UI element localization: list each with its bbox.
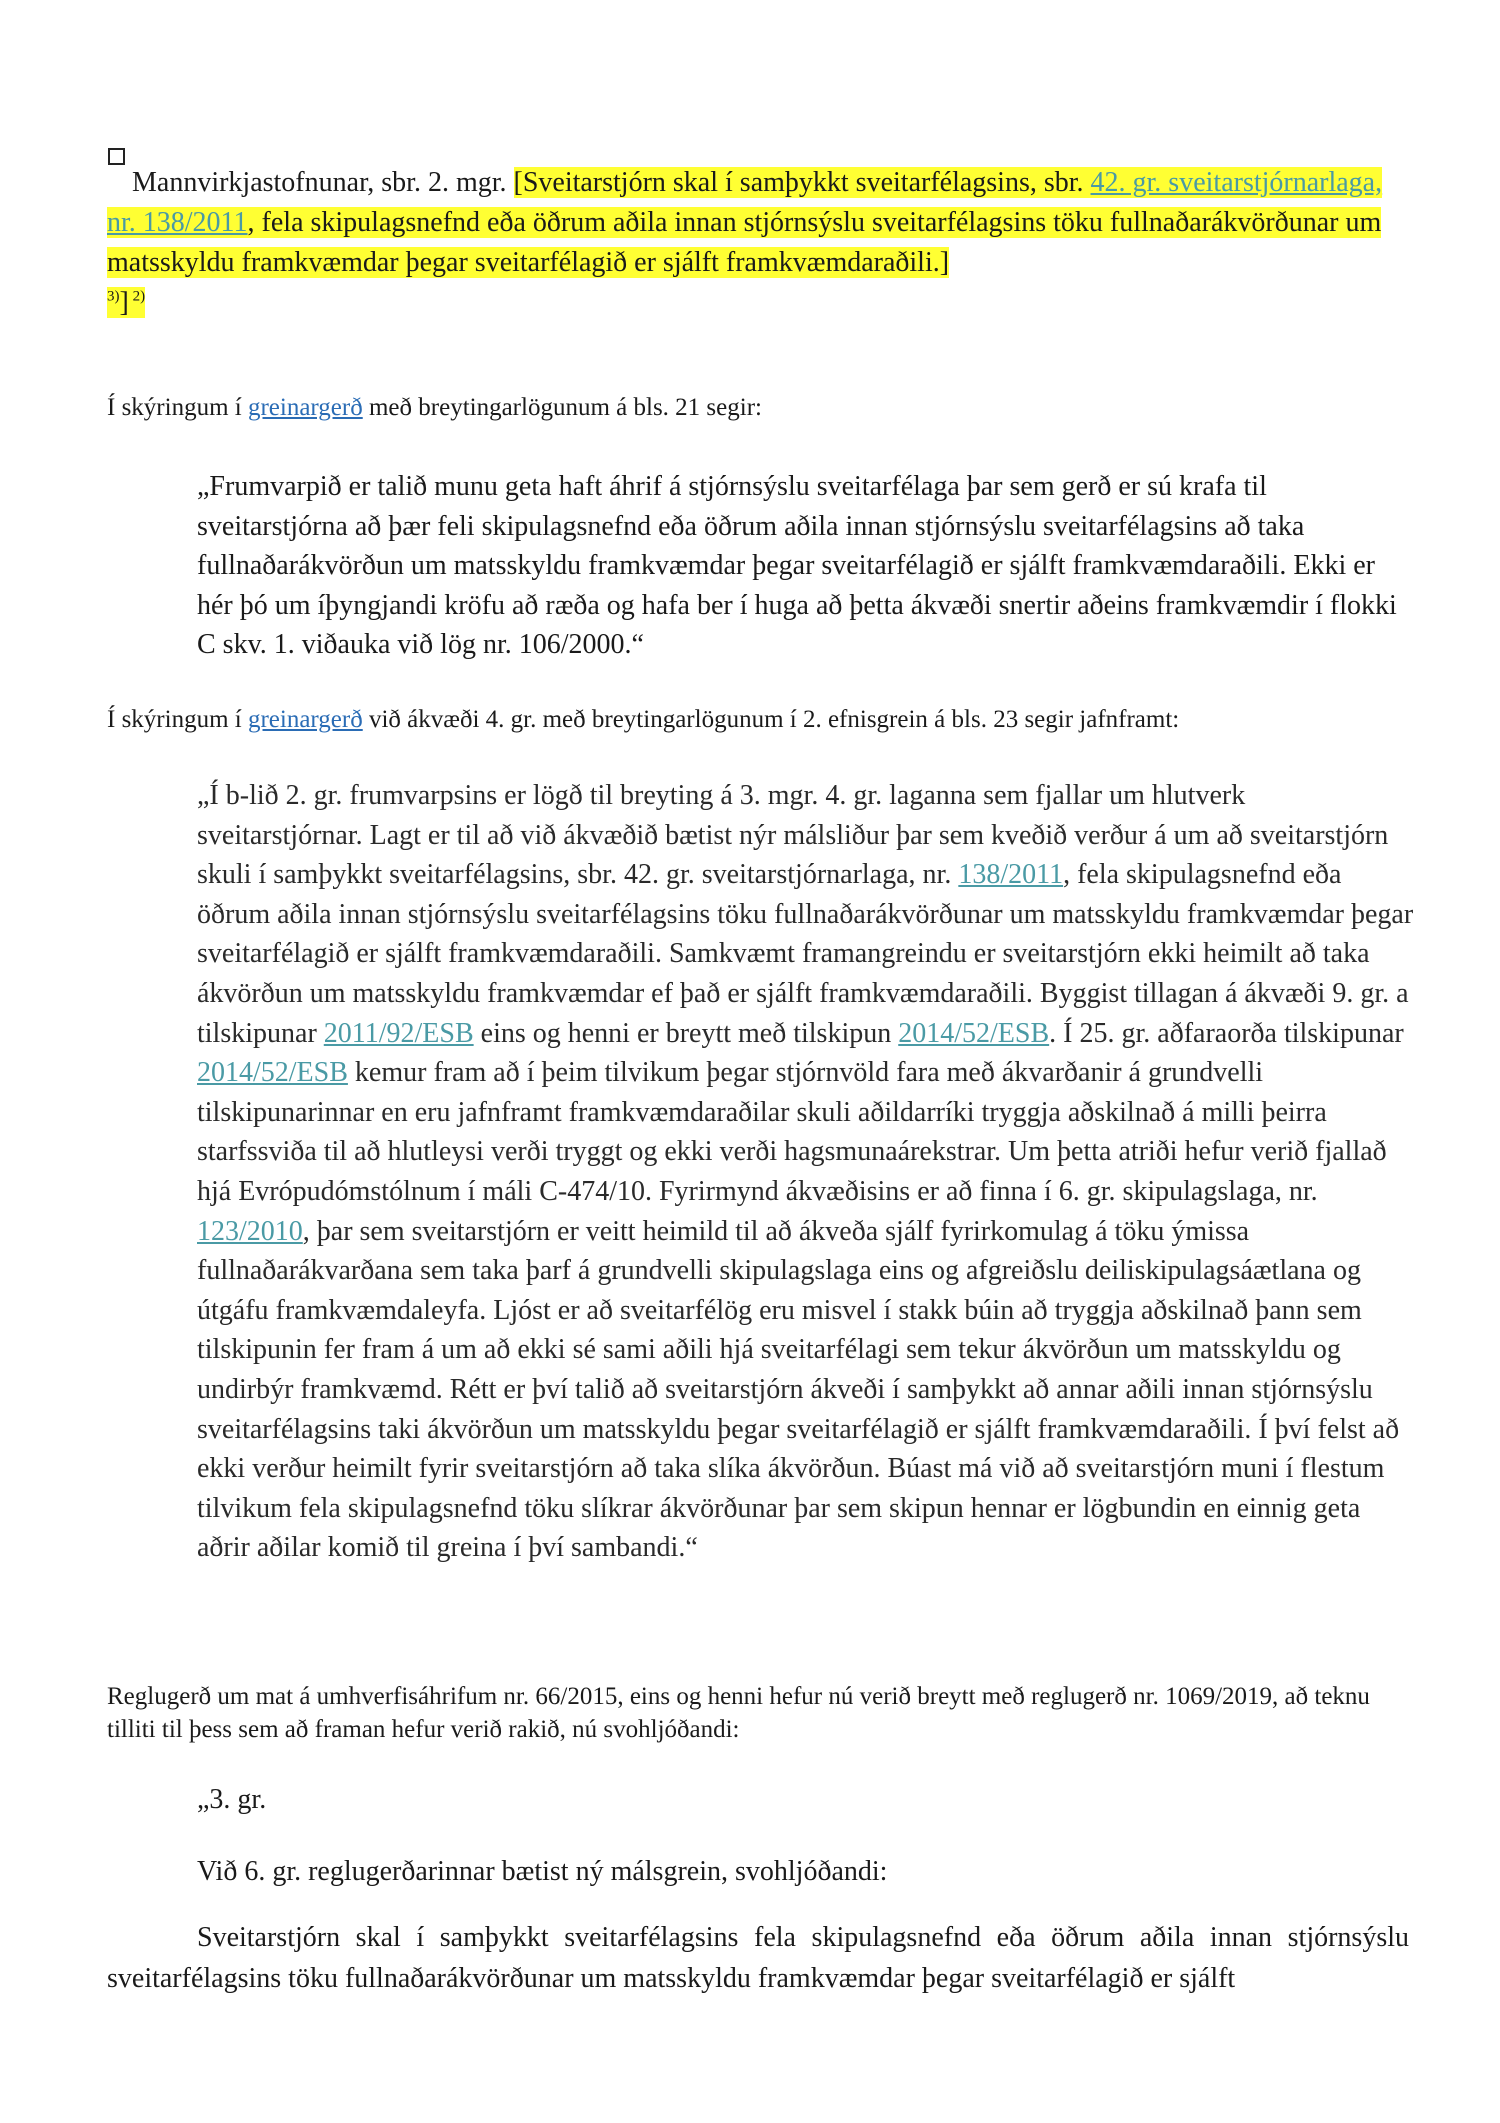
highlight-part-a: [Sveitarstjórn skal í samþykkt sveitarfélagsins, sbr.: [513, 167, 1091, 198]
amended-law-text: [107, 163, 1417, 323]
law-link-138-2011[interactable]: 138/2011: [958, 859, 1064, 891]
quote-2-part-2: , fela skipulagsnefnd eða öðrum aðila innan stjórnsýslu sveitarfélagsins töku fullnaðarákvörðunar um matsskyldu framkvæmdar þegar sveitarfélagið er sjálft framkvæmdaraðili. Samkvæmt framangreindu er sveitarstjórn ekki heimilt að taka ákvörðun um matsskyldu framkvæmdar ef það er sjálft framkvæmdaraðili. Byggist tillagan á ákvæði 9. gr. a tilskipunar: [197, 859, 1414, 1049]
intro1-after: með breytingarlögunum á bls. 21 segir:: [362, 394, 762, 421]
quote-1-text: „Frumvarpið er talið munu geta haft áhrif á stjórnsýslu sveitarfélaga þar sem gerð er sú krafa til sveitarstjórna að þær feli skipulagsnefnd eða öðrum aðila innan stjórnsýslu sveitarfélagsins að taka fullnaðarákvörðun um matsskyldu framkvæmdar þegar sveitarfélagið er sjálft framkvæmdaraðili. Ekki er hér þó um íþyngjandi kröfu að ræða og hafa ber í huga að þetta ákvæði snertir aðeins framkvæmdir í flokki C skv. 1. viðauka við lög nr. 106/2000.“: [197, 471, 1397, 661]
quote-2-part-5: kemur fram að í þeim tilvikum þegar stjórnvöld fara með ákvarðanir á grundvelli tilskipunarinnar en eru jafnframt framkvæmdaraðilar skuli aðildarríki tryggja aðskilnað á milli þeirra starfssviða til að hlutleysi verði tryggt og ekki verði hagsmunaárekstrar. Um þetta atriði hefur verið fjallað hjá Evrópudómstólnum í máli C-474/10. Fyrirmynd ákvæðisins er að finna í 6. gr. skipulagslaga, nr.: [197, 1057, 1387, 1207]
quote-2-part-1: „Í b-lið 2. gr. frumvarpsins er lögð til breyting á 3. mgr. 4. gr. laganna sem fjallar um hlutverk sveitarstjórnar. Lagt er til að við ákvæðið bætist nýr málsliður þar sem kveðið verður á um að sveitarstjórn skuli í samþykkt sveitarfélagsins, sbr. 42. gr. sveitarstjórnarlaga, nr.: [197, 780, 1389, 891]
highlight-part-b: , fela skipulagsnefnd eða öðrum aðila innan stjórnsýslu sveitarfélagsins töku fullnaðarákvörðunar um matsskyldu framkvæmdar þegar sveitarfélagið er sjálft framkvæmdaraðili.]: [107, 207, 1382, 278]
footnote-2[interactable]: 2): [128, 288, 146, 305]
lead-text: Mannvirkjastofnunar, sbr. 2. mgr.: [132, 167, 514, 198]
intro2-before: Í skýringum í: [107, 706, 248, 733]
quote-1: [197, 467, 1417, 665]
law-link-42[interactable]: 42. gr. sveitarstjórnarlaga, nr. 138/2011: [107, 167, 1383, 238]
directive-link-2014-52-b[interactable]: 2014/52/ESB: [197, 1057, 348, 1089]
quote-2: [197, 776, 1417, 1568]
footnote-3[interactable]: 3): [107, 288, 120, 305]
greinargerd-link-2[interactable]: greinargerð: [247, 706, 363, 733]
greinargerd-link-1[interactable]: greinargerð: [247, 394, 363, 421]
intro1-before: Í skýringum í: [107, 394, 248, 421]
article-intro: Við 6. gr. reglugerðarinnar bætist ný málsgrein, svohljóðandi:: [197, 1856, 888, 1887]
directive-link-2014-52-a[interactable]: 2014/52/ESB: [898, 1017, 1050, 1049]
quote-2-part-4: . Í 25. gr. aðfaraorða tilskipunar: [1049, 1017, 1404, 1049]
article-text: Sveitarstjórn skal í samþykkt sveitarfélagsins fela skipulagsnefnd eða öðrum aðila innan stjórnsýslu sveitarfélagsins töku fullnaðarákvörðunar um matsskyldu framkvæmdar þegar sveitarfélagið er sjálft: [107, 1922, 1409, 1994]
intro-paragraph-1: [107, 392, 1407, 424]
intro-paragraph-2: [107, 704, 1407, 736]
regulation-paragraph: Reglugerð um mat á umhverfisáhrifum nr. 66/2015, eins og henni hefur nú verið breytt með reglugerð nr. 1069/2019, að teknu tilliti til þess sem að framan hefur verið rakið, nú svohljóðandi:: [107, 1683, 1370, 1743]
quote-2-text: [197, 776, 1417, 1568]
law-link-123-2010[interactable]: 123/2010: [197, 1215, 303, 1247]
quote-2-part-3: eins og henni er breytt með tilskipun: [473, 1017, 899, 1049]
article-heading: „3. gr.: [197, 1784, 267, 1815]
intro2-after: við ákvæði 4. gr. með breytingarlögunum í 2. efnisgrein á bls. 23 segir jafnframt:: [362, 706, 1180, 733]
quote-2-part-6: , þar sem sveitarstjórn er veitt heimild til að ákveða sjálf fyrirkomulag á töku ýmissa fullnaðarákvarðana sem taka þarf á grundvelli skipulagslaga eins og afgreiðslu deiliskipulagsáætlana og útgáfu framkvæmdaleyfa. Ljóst er að sveitarfélög eru misvel í stakk búin að tryggja aðskilnað þann sem tilskipunin fer fram á um að ekki sé sami aðili hjá sveitarfélagi sem tekur ákvörðun um matsskyldu og undirbýr framkvæmd. Rétt er því talið að sveitarstjórn ákveði í samþykkt að annar aðili innan stjórnsýslu sveitarfélagsins taki ákvörðun um matsskyldu þegar sveitarfélagið er sjálft framkvæmdaraðili. Í því felst að ekki verður heimilt fyrir sveitarstjórn að taka slíka ákvörðun. Búast má við að sveitarstjórn muni í flestum tilvikum fela skipulagsnefnd töku slíkrar ákvörðunar þar sem skipun hennar er lögbundin en einnig geta aðrir aðilar komið til greina í því sambandi.“: [197, 1215, 1400, 1564]
closing-bracket: ]: [119, 287, 129, 318]
directive-link-2011-92[interactable]: 2011/92/ESB: [323, 1017, 474, 1049]
